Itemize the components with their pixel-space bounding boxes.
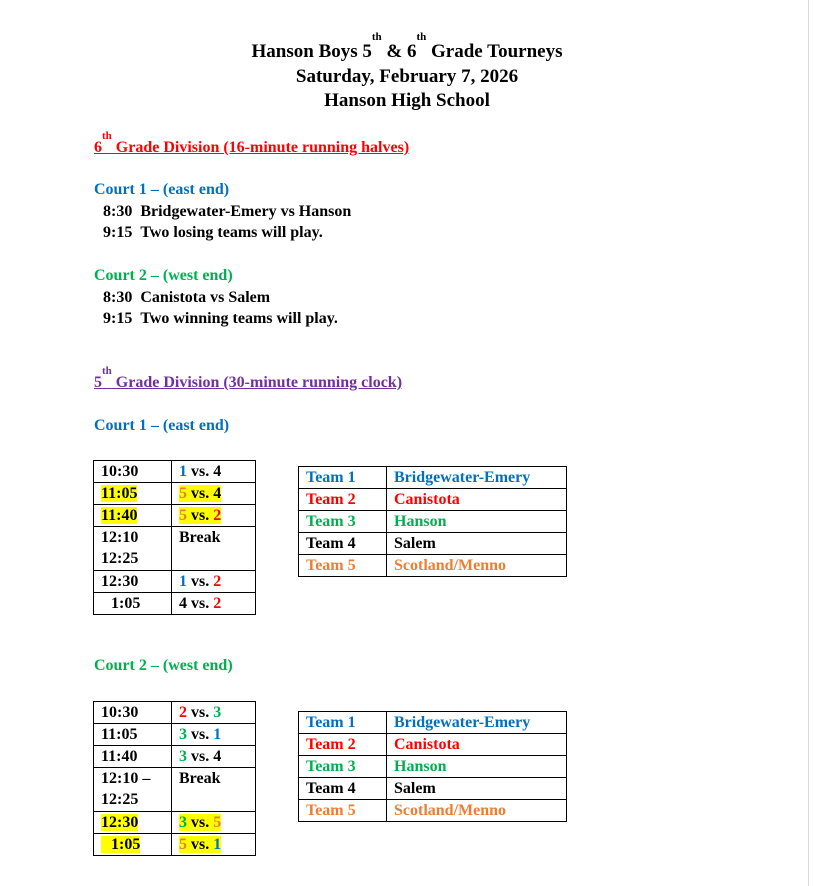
team-name: Salem <box>387 533 567 555</box>
table-row <box>94 724 256 746</box>
team-name: Salem <box>387 778 567 800</box>
team-label: Team 1 <box>299 467 387 489</box>
team-name: Canistota <box>387 734 567 756</box>
table-row <box>94 571 256 593</box>
team-label: Team 3 <box>299 511 387 533</box>
fifth-court2-schedule <box>93 701 256 856</box>
table-row <box>94 702 256 724</box>
table-row <box>299 756 567 778</box>
time-cell: 1:05 <box>94 834 172 856</box>
team-name: Bridgewater-Emery <box>387 712 567 734</box>
matchup-cell: 3 vs. 4 <box>172 746 256 768</box>
fifth-grade-heading: 5th Grade Division (30-minute running clock) <box>94 365 403 391</box>
table-row <box>299 467 567 489</box>
matchup-cell: 5 vs. 2 <box>172 505 256 527</box>
title-location: Hanson High School <box>324 90 490 111</box>
table-row <box>299 800 567 822</box>
table-row <box>94 746 256 768</box>
matchup-cell: 2 vs. 3 <box>172 702 256 724</box>
time-cell: 11:05 <box>94 483 172 505</box>
table-row <box>299 712 567 734</box>
team-label: Team 5 <box>299 555 387 577</box>
time-cell: 1:05 <box>94 593 172 615</box>
matchup-cell: 4 vs. 2 <box>172 593 256 615</box>
table-row <box>94 768 256 812</box>
table-row <box>299 555 567 577</box>
team-name: Canistota <box>387 489 567 511</box>
fifth-court1-schedule <box>93 460 256 615</box>
title-date: Saturday, February 7, 2026 <box>295 66 519 87</box>
sixth-court1-game-2: 9:15 Two losing teams will play. <box>103 224 323 241</box>
fifth-court1-team-key <box>298 466 567 577</box>
team-label: Team 1 <box>299 712 387 734</box>
table-row <box>94 527 256 571</box>
matchup-cell: 5 vs. 1 <box>172 834 256 856</box>
time-cell: 11:40 <box>94 746 172 768</box>
matchup-cell: 1 vs. 4 <box>172 461 256 483</box>
matchup-cell: 1 vs. 2 <box>172 571 256 593</box>
time-cell: 12:10 – 12:25 <box>94 768 172 812</box>
table-row <box>299 511 567 533</box>
time-cell: 10:30 <box>94 461 172 483</box>
break-cell: Break <box>172 768 256 812</box>
team-label: Team 2 <box>299 489 387 511</box>
matchup-cell: 5 vs. 4 <box>172 483 256 505</box>
table-row <box>94 834 256 856</box>
table-row <box>299 734 567 756</box>
table-row <box>94 483 256 505</box>
table-row <box>94 505 256 527</box>
time-cell: 11:05 <box>94 724 172 746</box>
sixth-court1-game-1: 8:30 Bridgewater-Emery vs Hanson <box>103 203 352 220</box>
break-cell: Break <box>172 527 256 571</box>
time-cell: 12:30 <box>94 571 172 593</box>
sixth-grade-heading: 6th Grade Division (16-minute running halves) <box>94 130 410 156</box>
time-cell: 11:40 <box>94 505 172 527</box>
team-name: Scotland/Menno <box>387 555 567 577</box>
fifth-court2-team-key <box>298 711 567 822</box>
sixth-court2-game-1: 8:30 Canistota vs Salem <box>103 289 271 306</box>
sixth-court2-heading: Court 2 – (west end) <box>94 267 233 284</box>
time-cell: 12:30 <box>94 812 172 834</box>
team-name: Hanson <box>387 511 567 533</box>
time-cell: 12:10 12:25 <box>94 527 172 571</box>
team-label: Team 3 <box>299 756 387 778</box>
table-row <box>94 812 256 834</box>
table-row <box>299 489 567 511</box>
team-name: Hanson <box>387 756 567 778</box>
fifth-court2-heading: Court 2 – (west end) <box>94 657 233 674</box>
team-name: Bridgewater-Emery <box>387 467 567 489</box>
team-label: Team 4 <box>299 778 387 800</box>
title-line-1: Hanson Boys 5th & 6th Grade Tourneys <box>251 31 563 62</box>
time-cell: 10:30 <box>94 702 172 724</box>
team-label: Team 5 <box>299 800 387 822</box>
team-label: Team 2 <box>299 734 387 756</box>
fifth-court1-heading: Court 1 – (east end) <box>94 417 230 434</box>
matchup-cell: 3 vs. 1 <box>172 724 256 746</box>
table-row <box>299 778 567 800</box>
team-name: Scotland/Menno <box>387 800 567 822</box>
table-row <box>94 461 256 483</box>
team-label: Team 4 <box>299 533 387 555</box>
sixth-court2-game-2: 9:15 Two winning teams will play. <box>103 310 338 327</box>
page-edge-line <box>808 0 809 886</box>
matchup-cell: 3 vs. 5 <box>172 812 256 834</box>
sixth-court1-heading: Court 1 – (east end) <box>94 181 230 198</box>
table-row <box>94 593 256 615</box>
table-row <box>299 533 567 555</box>
